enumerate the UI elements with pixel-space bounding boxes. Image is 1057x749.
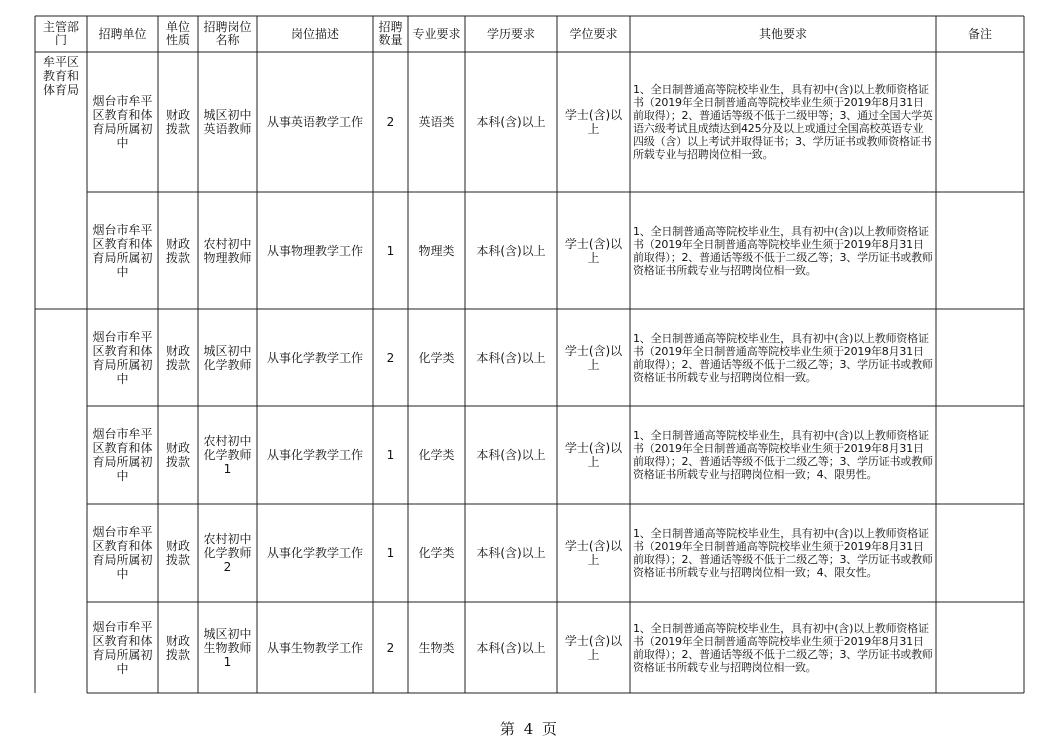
row-5-remark bbox=[936, 504, 1024, 602]
row-6-unit-type: 财政拨款 bbox=[165, 633, 190, 662]
row-2-unit-type: 财政拨款 bbox=[165, 236, 190, 265]
row-2-unit: 烟台市牟平区教育和体育局所属初中 bbox=[92, 222, 153, 279]
row-4-unit-type: 财政拨款 bbox=[165, 441, 190, 469]
row-4-degree: 学士(含)以上 bbox=[564, 441, 623, 469]
row-3-post-desc: 从事化学教学工作 bbox=[266, 350, 363, 365]
row-5-unit-type: 财政拨款 bbox=[165, 539, 190, 567]
row-2-remark bbox=[936, 192, 1024, 309]
row-3-post-name: 城区初中化学教师 bbox=[203, 343, 252, 372]
row-1-unit-type: 财政拨款 bbox=[165, 108, 190, 136]
row-1-count: 2 bbox=[386, 115, 395, 129]
header-education: 学历要求 bbox=[487, 26, 536, 41]
row-5-post-name: 农村初中化学教师2 bbox=[203, 532, 252, 574]
row-1-other: 1、全日制普通高等院校毕业生，具有初中(含)以上教师资格证书（2019年全日制普通高等院校毕业生须于2019年8月31日前取得）；2、普通话等级不低于二级甲等；3、通过全国大学英语六级考试且成绩达到425分及以上或通过全国高校英语专业四级（含）以上考试并取得证书；3、学历证书或教师资格证书所载专业与招聘岗位相一致。 bbox=[633, 83, 933, 161]
row-1-education: 本科(含)以上 bbox=[476, 115, 546, 129]
row-2-major: 物理类 bbox=[418, 243, 455, 258]
page-footer bbox=[0, 718, 1057, 739]
row-6-remark bbox=[936, 602, 1024, 693]
row-6-post-desc: 从事生物教学工作 bbox=[266, 640, 363, 655]
row-6-unit: 烟台市牟平区教育和体育局所属初中 bbox=[92, 619, 153, 676]
row-6-degree: 学士(含)以上 bbox=[564, 633, 623, 662]
row-1-post-name: 城区初中英语教师 bbox=[203, 108, 252, 136]
row-5-education: 本科(含)以上 bbox=[476, 546, 546, 560]
header-count: 招聘数量 bbox=[378, 20, 403, 47]
row-4-remark bbox=[936, 406, 1024, 504]
row-6-count: 2 bbox=[386, 640, 395, 655]
header-remark: 备注 bbox=[967, 26, 992, 41]
row-4-education: 本科(含)以上 bbox=[476, 448, 546, 462]
row-6-post-name: 城区初中生物教师1 bbox=[203, 626, 252, 669]
row-4-post-desc: 从事化学教学工作 bbox=[266, 448, 363, 462]
row-5-unit: 烟台市牟平区教育和体育局所属初中 bbox=[92, 525, 153, 581]
page-prefix: 第 bbox=[499, 720, 515, 738]
row-2-education: 本科(含)以上 bbox=[476, 243, 546, 258]
row-2-post-desc: 从事物理教学工作 bbox=[266, 243, 363, 258]
row-6-other: 1、全日制普通高等院校毕业生，具有初中(含)以上教师资格证书（2019年全日制普通高等院校毕业生须于2019年8月31日前取得）；2、普通话等级不低于二级乙等；3、学历证书或教师资格证书所载专业与招聘岗位相一致。 bbox=[633, 621, 933, 674]
row-3-other: 1、全日制普通高等院校毕业生，具有初中(含)以上教师资格证书（2019年全日制普通高等院校毕业生须于2019年8月31日前取得）；2、普通话等级不低于二级乙等；3、学历证书或教师资格证书所载专业与招聘岗位相一致。 bbox=[633, 331, 933, 384]
row-3-count: 2 bbox=[386, 350, 395, 365]
row-3-major: 化学类 bbox=[418, 350, 455, 365]
dept-cell: 牟平区教育和体育局 bbox=[42, 55, 79, 97]
row-2-other: 1、全日制普通高等院校毕业生，具有初中(含)以上教师资格证书（2019年全日制普通高等院校毕业生须于2019年8月31日前取得）；2、普通话等级不低于二级乙等；3、学历证书或教师资格证书所载专业与招聘岗位相一致。 bbox=[633, 224, 933, 277]
row-5-degree: 学士(含)以上 bbox=[564, 539, 623, 567]
row-3-education: 本科(含)以上 bbox=[476, 350, 546, 365]
row-3-unit-type: 财政拨款 bbox=[165, 343, 190, 372]
row-2-post-name: 农村初中物理教师 bbox=[203, 236, 252, 265]
row-3-remark bbox=[936, 309, 1024, 406]
page-number: 4 bbox=[523, 720, 534, 738]
row-4-other: 1、全日制普通高等院校毕业生，具有初中(含)以上教师资格证书（2019年全日制普通高等院校毕业生须于2019年8月31日前取得）；2、普通话等级不低于二级乙等；3、学历证书或教师资格证书所载专业与招聘岗位相一致；4、限男性。 bbox=[633, 429, 933, 481]
row-5-major: 化学类 bbox=[418, 546, 455, 560]
row-5-other: 1、全日制普通高等院校毕业生，具有初中(含)以上教师资格证书（2019年全日制普通高等院校毕业生须于2019年8月31日前取得）；2、普通话等级不低于二级乙等；3、学历证书或教师资格证书所载专业与招聘岗位相一致；4、限女性。 bbox=[633, 527, 933, 579]
row-2-degree: 学士(含)以上 bbox=[564, 236, 623, 265]
header-post-desc: 岗位描述 bbox=[290, 26, 339, 41]
page-suffix: 页 bbox=[542, 720, 558, 738]
row-1-post-desc: 从事英语教学工作 bbox=[266, 115, 363, 129]
header-dept: 主管部门 bbox=[42, 20, 79, 47]
row-5-count: 1 bbox=[386, 546, 395, 560]
row-4-count: 1 bbox=[386, 448, 395, 462]
row-4-unit: 烟台市牟平区教育和体育局所属初中 bbox=[92, 427, 153, 483]
row-5-post-desc: 从事化学教学工作 bbox=[266, 546, 363, 560]
row-1-remark bbox=[936, 52, 1024, 192]
row-6-education: 本科(含)以上 bbox=[476, 640, 546, 655]
row-6-major: 生物类 bbox=[418, 640, 455, 655]
row-2-count: 1 bbox=[386, 243, 395, 258]
row-3-unit: 烟台市牟平区教育和体育局所属初中 bbox=[92, 329, 153, 386]
row-1-unit: 烟台市牟平区教育和体育局所属初中 bbox=[92, 94, 153, 150]
header-post-name: 招聘岗位名称 bbox=[203, 20, 252, 47]
row-4-post-name: 农村初中化学教师1 bbox=[203, 434, 252, 476]
row-4-major: 化学类 bbox=[418, 448, 455, 462]
header-degree: 学位要求 bbox=[569, 26, 618, 41]
header-other: 其他要求 bbox=[758, 26, 807, 41]
header-unit: 招聘单位 bbox=[98, 26, 147, 41]
row-1-degree: 学士(含)以上 bbox=[564, 108, 623, 136]
row-3-degree: 学士(含)以上 bbox=[564, 343, 623, 372]
row-1-major: 英语类 bbox=[418, 115, 455, 129]
header-unit-type: 单位性质 bbox=[165, 20, 190, 47]
header-major: 专业要求 bbox=[412, 26, 461, 41]
